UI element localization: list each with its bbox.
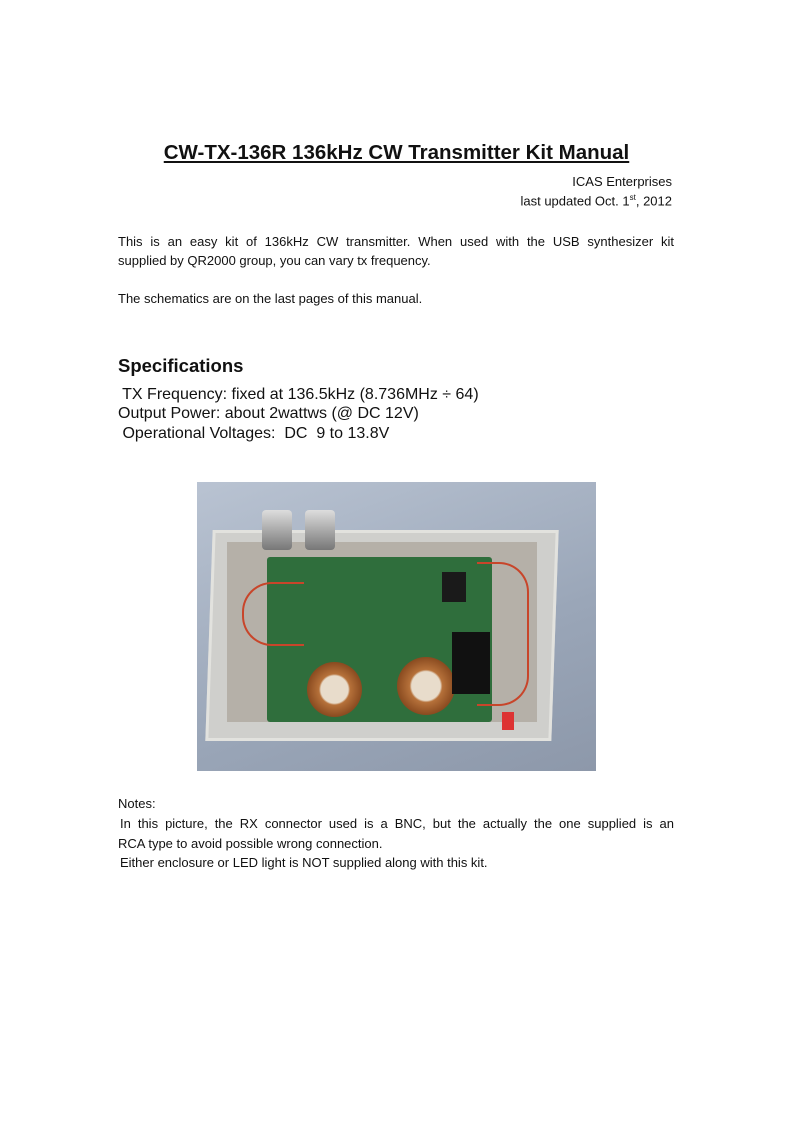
bnc-connector-2 — [305, 510, 335, 550]
notes-heading: Notes: — [118, 796, 156, 811]
toroid-2 — [397, 657, 455, 715]
spec-voltages: Operational Voltages: DC 9 to 13.8V — [118, 425, 390, 442]
specifications-heading: Specifications — [118, 355, 244, 376]
notes-line-2: RCA type to avoid possible wrong connection. — [118, 836, 383, 851]
red-wire — [477, 562, 529, 706]
spec-output-power: Output Power: about 2wattws (@ DC 12V) — [118, 405, 419, 422]
updated-sup: st — [629, 193, 636, 202]
kit-photo — [197, 482, 596, 771]
schematics-note: The schematics are on the last pages of this manual. — [118, 291, 423, 306]
spec-tx-frequency: TX Frequency: fixed at 136.5kHz (8.736MHz ÷ 64) — [118, 386, 479, 403]
notes-line-1: In this picture, the RX connector used is a BNC, but the actually the one supplied is an — [120, 816, 674, 831]
updated-prefix: last updated Oct. 1 — [520, 193, 630, 209]
notes-line-3: Either enclosure or LED light is NOT supplied along with this kit. — [120, 855, 488, 870]
intro-line-1: This is an easy kit of 136kHz CW transmitter. When used with the USB synthesizer kit — [118, 234, 674, 249]
ic-chip — [442, 572, 466, 602]
red-wire-2 — [242, 582, 304, 646]
led — [502, 712, 514, 730]
toroid-1 — [307, 662, 362, 717]
title-text: CW-TX-136R 136kHz CW Transmitter Kit Manual — [163, 141, 630, 164]
bnc-connector-1 — [262, 510, 292, 550]
intro-line-2: supplied by QR2000 group, you can vary tx frequency. — [118, 253, 431, 268]
page-title — [0, 141, 793, 165]
updated-suffix: , 2012 — [635, 193, 672, 209]
last-updated — [520, 193, 672, 208]
company-name: ICAS Enterprises — [572, 174, 672, 189]
